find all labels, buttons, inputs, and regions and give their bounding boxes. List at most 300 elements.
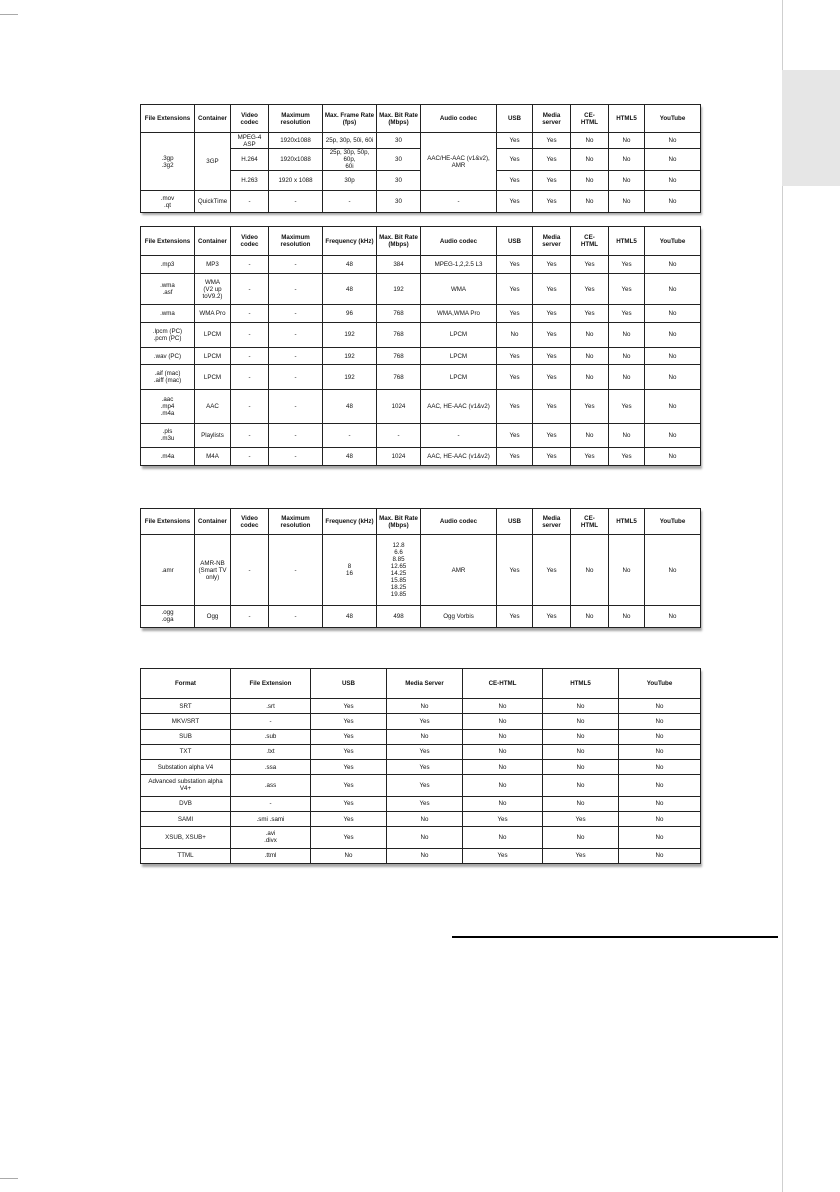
table-cell: LPCM xyxy=(195,365,231,390)
table-cell: - xyxy=(231,535,269,606)
table-cell: Yes xyxy=(533,535,571,606)
table-cell: Yes xyxy=(387,759,463,774)
table-cell: LPCM xyxy=(195,323,231,348)
audio-formats-table xyxy=(140,226,700,466)
header-cell: Maximum resolution xyxy=(269,509,323,535)
table-cell: .m4a xyxy=(141,448,195,466)
table-cell: - xyxy=(231,191,269,213)
table-cell: .amr xyxy=(141,535,195,606)
table-cell: Yes xyxy=(387,714,463,729)
header-cell: File Extensions xyxy=(141,509,195,535)
table-cell: - xyxy=(269,605,323,627)
table-cell: - xyxy=(269,323,323,348)
video-header-row xyxy=(141,105,701,133)
table-cell: No xyxy=(571,133,609,149)
table-cell: Yes xyxy=(311,699,387,714)
table-cell: LPCM xyxy=(195,347,231,365)
table-cell: LPCM xyxy=(421,347,497,365)
table-cell: Yes xyxy=(463,848,543,863)
section-rule xyxy=(452,936,778,938)
table-cell: Yes xyxy=(609,273,645,304)
table-cell: Yes xyxy=(543,811,619,826)
crop-mark-bottom xyxy=(0,1178,18,1179)
table-cell: AAC xyxy=(195,390,231,424)
table-cell: 768 xyxy=(377,305,421,323)
table-cell: Yes xyxy=(571,305,609,323)
table-cell: Yes xyxy=(609,305,645,323)
table-cell: Yes xyxy=(387,775,463,797)
table-cell: - xyxy=(269,448,323,466)
table-cell: No xyxy=(543,775,619,797)
header-cell: Media server xyxy=(533,509,571,535)
audio-formats-table-2 xyxy=(140,508,700,628)
crop-mark-top xyxy=(0,14,18,15)
header-cell: Audio codec xyxy=(421,227,497,256)
table-cell: Yes xyxy=(533,423,571,448)
table-cell: .lpcm (PC) .pcm (PC) xyxy=(141,323,195,348)
table-cell: .wma .asf xyxy=(141,273,195,304)
table-cell: No xyxy=(645,149,701,171)
header-cell: Media Server xyxy=(387,669,463,699)
table-cell: - xyxy=(231,714,311,729)
header-cell: YouTube xyxy=(645,509,701,535)
table-cell: No xyxy=(463,699,543,714)
table-cell: .sub xyxy=(231,729,311,744)
table-cell: No xyxy=(543,827,619,849)
table-cell: Yes xyxy=(497,390,533,424)
table-cell: No xyxy=(387,811,463,826)
table-cell: No xyxy=(387,729,463,744)
table-cell: No xyxy=(571,191,609,213)
table-cell: - xyxy=(421,423,497,448)
table-cell: 25p, 30p, 50i, 60i xyxy=(323,133,377,149)
table-row xyxy=(141,133,701,149)
table-cell: Yes xyxy=(609,256,645,274)
table-cell: No xyxy=(609,149,645,171)
table-row xyxy=(141,827,701,849)
table-cell: - xyxy=(231,796,311,811)
table-cell: 768 xyxy=(377,347,421,365)
table-cell: No xyxy=(619,759,701,774)
table-cell: Yes xyxy=(311,759,387,774)
header-cell: Media server xyxy=(533,105,571,133)
table-cell: - xyxy=(231,365,269,390)
table-cell: Yes xyxy=(497,448,533,466)
table-cell: Yes xyxy=(571,448,609,466)
table-cell: - xyxy=(269,390,323,424)
table-cell: LPCM xyxy=(421,365,497,390)
header-cell: Video codec xyxy=(231,227,269,256)
table-cell: No xyxy=(645,347,701,365)
table-cell: Yes xyxy=(533,365,571,390)
table-cell: No xyxy=(619,796,701,811)
header-cell: Media server xyxy=(533,227,571,256)
table-cell: Yes xyxy=(543,848,619,863)
table-cell: - xyxy=(231,448,269,466)
table-cell: - xyxy=(377,423,421,448)
table-cell: Yes xyxy=(497,171,533,191)
table-cell: No xyxy=(463,744,543,759)
header-cell: Maximum resolution xyxy=(269,227,323,256)
table-cell: No xyxy=(609,133,645,149)
table-cell: 30 xyxy=(377,191,421,213)
table-cell: No xyxy=(645,605,701,627)
table-cell: Yes xyxy=(533,133,571,149)
header-cell: CE- HTML xyxy=(571,509,609,535)
table-cell: No xyxy=(645,256,701,274)
table-cell: .mp3 xyxy=(141,256,195,274)
header-cell: Max. Bit Rate (Mbps) xyxy=(377,227,421,256)
table-cell: Yes xyxy=(497,535,533,606)
table-cell: No xyxy=(463,827,543,849)
table-cell: .3gp .3g2 xyxy=(141,133,195,191)
header-cell: HTML5 xyxy=(609,105,645,133)
table-cell: Yes xyxy=(533,605,571,627)
table-cell: No xyxy=(497,323,533,348)
table-cell: 48 xyxy=(323,256,377,274)
table-cell: 96 xyxy=(323,305,377,323)
table-cell: 8 16 xyxy=(323,535,377,606)
table-row xyxy=(141,744,701,759)
table-cell: .avi .divx xyxy=(231,827,311,849)
table-cell: 1920x1088 xyxy=(269,149,323,171)
table-cell: Yes xyxy=(497,133,533,149)
table-cell: 192 xyxy=(323,347,377,365)
table-cell: 768 xyxy=(377,323,421,348)
table-cell: - xyxy=(231,323,269,348)
table-row xyxy=(141,423,701,448)
table-cell: Yes xyxy=(533,273,571,304)
table-cell: No xyxy=(609,171,645,191)
table-row xyxy=(141,775,701,797)
table-row xyxy=(141,305,701,323)
amr-table-body xyxy=(141,509,701,628)
table-cell: No xyxy=(609,365,645,390)
subtitle-formats-table xyxy=(140,668,700,864)
header-cell: CE- HTML xyxy=(571,105,609,133)
table-cell: Yes xyxy=(571,390,609,424)
table-cell: - xyxy=(269,347,323,365)
table-cell: No xyxy=(387,848,463,863)
table-cell: No xyxy=(619,848,701,863)
table-cell: No xyxy=(609,323,645,348)
table-cell: - xyxy=(269,423,323,448)
table-cell: QuickTime xyxy=(195,191,231,213)
table-cell: Yes xyxy=(571,256,609,274)
table-cell: - xyxy=(269,256,323,274)
table-cell: No xyxy=(463,714,543,729)
table-cell: Yes xyxy=(387,796,463,811)
header-cell: Max. Bit Rate (Mbps) xyxy=(377,509,421,535)
table-cell: - xyxy=(269,273,323,304)
table-cell: .wma xyxy=(141,305,195,323)
table-cell: No xyxy=(609,535,645,606)
table-cell: - xyxy=(269,191,323,213)
table-cell: 1024 xyxy=(377,390,421,424)
table-cell: 12.8 6.6 8.85 12.65 14.25 15.85 18.25 19.85 xyxy=(377,535,421,606)
header-cell: Video codec xyxy=(231,509,269,535)
table-cell: 30p xyxy=(323,171,377,191)
table-cell: AAC, HE-AAC (v1&v2) xyxy=(421,390,497,424)
table-cell: .mov .qt xyxy=(141,191,195,213)
table-cell: No xyxy=(645,273,701,304)
header-cell: USB xyxy=(497,105,533,133)
table-cell: 1920x1088 xyxy=(269,133,323,149)
table-cell: No xyxy=(571,149,609,171)
chapter-tab xyxy=(782,70,840,186)
video-formats-table xyxy=(140,104,700,212)
table-cell: Yes xyxy=(571,273,609,304)
table-cell: Yes xyxy=(609,448,645,466)
table-cell: Yes xyxy=(311,827,387,849)
table-cell: 48 xyxy=(323,605,377,627)
table-cell: 768 xyxy=(377,365,421,390)
header-cell: HTML5 xyxy=(609,227,645,256)
table-cell: MKV/SRT xyxy=(141,714,231,729)
header-cell: USB xyxy=(497,227,533,256)
table-cell: Yes xyxy=(497,423,533,448)
table-cell: TTML xyxy=(141,848,231,863)
table-cell: 192 xyxy=(323,365,377,390)
table-cell: 48 xyxy=(323,390,377,424)
subtitle-table-body xyxy=(141,669,701,864)
table-cell: WMA (V2 up toV9.2) xyxy=(195,273,231,304)
table-cell: - xyxy=(231,256,269,274)
table-cell: No xyxy=(645,323,701,348)
header-cell: File Extension xyxy=(231,669,311,699)
table-row xyxy=(141,390,701,424)
table-cell: No xyxy=(645,305,701,323)
table-cell: No xyxy=(543,729,619,744)
table-cell: DVB xyxy=(141,796,231,811)
table-cell: AAC/HE-AAC (v1&v2), AMR xyxy=(421,133,497,191)
table-row xyxy=(141,256,701,274)
table-cell: No xyxy=(619,744,701,759)
table-cell: .aif (mac) .aiff (mac) xyxy=(141,365,195,390)
table-row xyxy=(141,347,701,365)
table-cell: 48 xyxy=(323,448,377,466)
header-cell: File Extensions xyxy=(141,105,195,133)
table-cell: No xyxy=(387,827,463,849)
table-cell: M4A xyxy=(195,448,231,466)
header-cell: Max. Frame Rate (fps) xyxy=(323,105,377,133)
table-cell: .pls .m3u xyxy=(141,423,195,448)
header-cell: USB xyxy=(311,669,387,699)
table-cell: H.264 xyxy=(231,149,269,171)
table-cell: Yes xyxy=(311,796,387,811)
table-row xyxy=(141,448,701,466)
table-cell: No xyxy=(571,365,609,390)
table-row xyxy=(141,273,701,304)
header-cell: CE-HTML xyxy=(463,669,543,699)
table-cell: WMA Pro xyxy=(195,305,231,323)
table-cell: No xyxy=(463,796,543,811)
header-cell: Container xyxy=(195,509,231,535)
table-cell: 192 xyxy=(377,273,421,304)
table-cell: Yes xyxy=(533,448,571,466)
table-cell: 498 xyxy=(377,605,421,627)
header-row xyxy=(141,669,701,699)
table-cell: Yes xyxy=(497,273,533,304)
table-cell: No xyxy=(571,423,609,448)
table-row xyxy=(141,729,701,744)
table-cell: Yes xyxy=(533,305,571,323)
table-cell: - xyxy=(231,605,269,627)
table-cell: Yes xyxy=(533,390,571,424)
table-cell: No xyxy=(543,699,619,714)
table-cell: - xyxy=(269,305,323,323)
header-cell: File Extensions xyxy=(141,227,195,256)
table-cell: No xyxy=(609,347,645,365)
header-cell: YouTube xyxy=(619,669,701,699)
table-cell: 30 xyxy=(377,133,421,149)
table-cell: LPCM xyxy=(421,323,497,348)
header-cell: CE- HTML xyxy=(571,227,609,256)
table-cell: Yes xyxy=(533,171,571,191)
table-cell: - xyxy=(231,423,269,448)
table-cell: No xyxy=(645,133,701,149)
table-cell: SAMI xyxy=(141,811,231,826)
table-cell: No xyxy=(311,848,387,863)
table-cell: H.263 xyxy=(231,171,269,191)
table-cell: No xyxy=(571,347,609,365)
table-cell: No xyxy=(543,744,619,759)
table-cell: 1024 xyxy=(377,448,421,466)
table-cell: No xyxy=(609,191,645,213)
table-cell: Yes xyxy=(463,811,543,826)
table-cell: No xyxy=(619,714,701,729)
table-cell: WMA,WMA Pro xyxy=(421,305,497,323)
table-cell: 25p, 30p, 50p, 60p, 60i xyxy=(323,149,377,171)
table-cell: No xyxy=(645,390,701,424)
table-cell: Yes xyxy=(533,256,571,274)
table-cell: No xyxy=(645,365,701,390)
table-cell: - xyxy=(231,347,269,365)
table-cell: .ass xyxy=(231,775,311,797)
table-cell: Yes xyxy=(497,347,533,365)
table-cell: - xyxy=(231,273,269,304)
table-cell: No xyxy=(571,171,609,191)
header-cell: Frequency (kHz) xyxy=(323,509,377,535)
header-cell: Video codec xyxy=(231,105,269,133)
table-cell: Substation alpha V4 xyxy=(141,759,231,774)
header-cell: HTML5 xyxy=(543,669,619,699)
table-cell: 30 xyxy=(377,171,421,191)
table-cell: No xyxy=(543,714,619,729)
table-cell: - xyxy=(231,390,269,424)
table-cell: WMA xyxy=(421,273,497,304)
table-row xyxy=(141,811,701,826)
table-cell: No xyxy=(571,605,609,627)
table-cell: SUB xyxy=(141,729,231,744)
header-cell: Max. Bit Rate (Mbps) xyxy=(377,105,421,133)
table-cell: No xyxy=(645,535,701,606)
table-cell: 3GP xyxy=(195,133,231,191)
table-cell: No xyxy=(609,423,645,448)
table-cell: MPEG-1,2,2.5 L3 xyxy=(421,256,497,274)
table-cell: No xyxy=(645,448,701,466)
table-cell: - xyxy=(421,191,497,213)
header-cell: Container xyxy=(195,227,231,256)
table-row xyxy=(141,191,701,213)
table-cell: No xyxy=(619,811,701,826)
table-cell: Yes xyxy=(311,811,387,826)
table-cell: .txt xyxy=(231,744,311,759)
table-cell: 48 xyxy=(323,273,377,304)
table-cell: - xyxy=(323,191,377,213)
table-row xyxy=(141,605,701,627)
table-cell: .smi .sami xyxy=(231,811,311,826)
header-cell: Container xyxy=(195,105,231,133)
table-cell: No xyxy=(619,775,701,797)
table-cell: .wav (PC) xyxy=(141,347,195,365)
table-cell: No xyxy=(571,535,609,606)
table-row xyxy=(141,759,701,774)
table-cell: AMR xyxy=(421,535,497,606)
table-cell: Yes xyxy=(497,365,533,390)
table-cell: Yes xyxy=(311,744,387,759)
header-cell: YouTube xyxy=(645,105,701,133)
table-cell: No xyxy=(463,729,543,744)
table-cell: No xyxy=(645,191,701,213)
table-row xyxy=(141,699,701,714)
table-cell: MPEG-4 ASP xyxy=(231,133,269,149)
table-cell: No xyxy=(619,699,701,714)
table-cell: No xyxy=(619,729,701,744)
table-row xyxy=(141,323,701,348)
table-cell: TXT xyxy=(141,744,231,759)
table-row xyxy=(141,365,701,390)
table-cell: Yes xyxy=(533,191,571,213)
table-cell: Yes xyxy=(311,714,387,729)
table-cell: Yes xyxy=(533,149,571,171)
table-cell: Yes xyxy=(497,605,533,627)
table-cell: AMR-NB (Smart TV only) xyxy=(195,535,231,606)
table-cell: MP3 xyxy=(195,256,231,274)
table-cell: .aac .mp4 .m4a xyxy=(141,390,195,424)
table-cell: AAC, HE-AAC (v1&v2) xyxy=(421,448,497,466)
table-cell: SRT xyxy=(141,699,231,714)
table-cell: No xyxy=(543,796,619,811)
table-cell: - xyxy=(323,423,377,448)
header-cell: HTML5 xyxy=(609,509,645,535)
table-cell: Advanced substation alpha V4+ xyxy=(141,775,231,797)
table-cell: No xyxy=(463,759,543,774)
table-cell: XSUB, XSUB+ xyxy=(141,827,231,849)
table-cell: Yes xyxy=(497,149,533,171)
table-cell: Yes xyxy=(387,744,463,759)
header-cell: YouTube xyxy=(645,227,701,256)
header-row xyxy=(141,509,701,535)
header-cell: Format xyxy=(141,669,231,699)
header-row xyxy=(141,227,701,256)
table-cell: 192 xyxy=(323,323,377,348)
table-cell: Ogg xyxy=(195,605,231,627)
table-cell: 384 xyxy=(377,256,421,274)
table-cell: Playlists xyxy=(195,423,231,448)
table-row xyxy=(141,848,701,863)
table-cell: Yes xyxy=(533,347,571,365)
table-cell: Yes xyxy=(609,390,645,424)
table-cell: No xyxy=(645,171,701,191)
audio-table-body xyxy=(141,227,701,466)
table-cell: 1920 x 1088 xyxy=(269,171,323,191)
header-cell: USB xyxy=(497,509,533,535)
header-cell: Frequency (kHz) xyxy=(323,227,377,256)
table-cell: No xyxy=(609,605,645,627)
table-cell: 30 xyxy=(377,149,421,171)
table-cell: Yes xyxy=(497,305,533,323)
